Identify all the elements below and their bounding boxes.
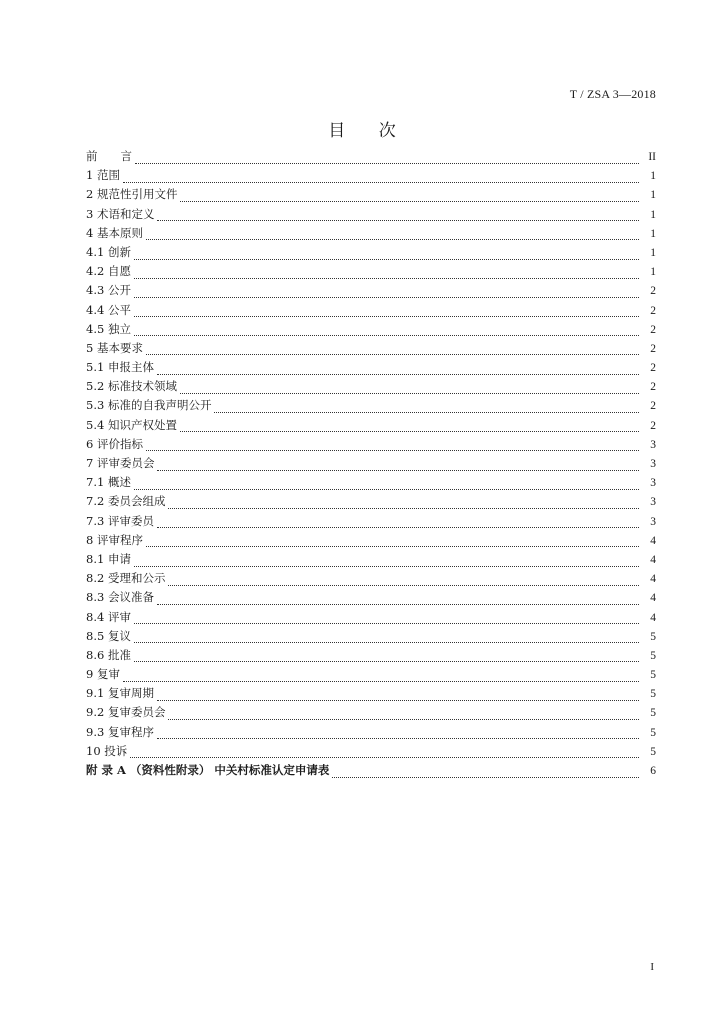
- toc-leader-dots: [168, 495, 639, 509]
- toc-entry[interactable]: [86, 417, 656, 436]
- toc-entry-label: 8.4 评审: [86, 609, 131, 624]
- page-number: I: [650, 961, 654, 973]
- toc-leader-dots: [134, 629, 639, 643]
- toc-entry-page: 1: [650, 266, 656, 279]
- toc-leader-dots: [168, 706, 639, 720]
- toc-entry-label: 4 基本原则: [86, 225, 143, 240]
- toc-leader-dots: [130, 744, 639, 758]
- toc-entry-page: 5: [650, 630, 656, 643]
- toc-entry[interactable]: [86, 186, 656, 205]
- toc-entry-label: 10 投诉: [86, 743, 128, 758]
- toc-entry-label: 3 术语和定义: [86, 206, 155, 221]
- toc-leader-dots: [134, 303, 639, 317]
- toc-entry-label: 附 录 A （资料性附录） 中关村标准认定申请表: [86, 763, 330, 777]
- toc-entry[interactable]: [86, 263, 656, 282]
- toc-entry-label: 6 评价指标: [86, 436, 143, 451]
- toc-leader-dots: [134, 246, 639, 260]
- toc-entry-page: 2: [650, 362, 656, 375]
- table-of-contents: [86, 148, 656, 781]
- toc-entry-page: 2: [650, 285, 656, 298]
- toc-entry-label: 5.3 标准的自我声明公开: [86, 398, 212, 413]
- toc-entry-label: 5 基本要求: [86, 340, 143, 355]
- toc-entry-page: 1: [650, 208, 656, 221]
- toc-leader-dots: [123, 668, 639, 682]
- toc-leader-dots: [146, 437, 639, 451]
- toc-entry-page: 3: [650, 515, 656, 528]
- toc-entry-page: 4: [650, 553, 656, 566]
- toc-entry[interactable]: [86, 513, 656, 532]
- toc-leader-dots: [146, 341, 639, 355]
- toc-entry-page: 4: [650, 534, 656, 547]
- toc-entry-page: 3: [650, 477, 656, 490]
- toc-entry[interactable]: [86, 167, 656, 186]
- toc-leader-dots: [134, 265, 639, 279]
- toc-leader-dots: [134, 553, 639, 567]
- toc-entry[interactable]: [86, 455, 656, 474]
- toc-entry-page: 3: [650, 438, 656, 451]
- toc-entry-label: 7.2 委员会组成: [86, 494, 166, 509]
- toc-entry-label: 8 评审程序: [86, 532, 143, 547]
- toc-entry-page: 5: [650, 649, 656, 662]
- toc-leader-dots: [180, 418, 639, 432]
- toc-entry-label: 1 范围: [86, 168, 120, 183]
- toc-entry-label: 8.6 批准: [86, 647, 131, 662]
- toc-leader-dots: [134, 284, 639, 298]
- toc-entry-label: 9.2 复审委员会: [86, 705, 166, 720]
- toc-leader-dots: [332, 764, 639, 778]
- toc-entry[interactable]: [86, 397, 656, 416]
- document-code: T / ZSA 3—2018: [569, 87, 656, 101]
- toc-entry-page: 6: [650, 765, 656, 777]
- toc-entry-page: 3: [650, 496, 656, 509]
- toc-entry-label: 7 评审委员会: [86, 456, 155, 470]
- toc-entry-label: 4.4 公平: [86, 302, 131, 317]
- toc-entry-page: 2: [650, 342, 656, 355]
- toc-leader-dots: [180, 188, 639, 202]
- toc-entry-label: 8.2 受理和公示: [86, 571, 166, 586]
- toc-entry[interactable]: [86, 359, 656, 378]
- toc-leader-dots: [146, 533, 639, 547]
- toc-entry[interactable]: [86, 589, 656, 608]
- toc-entry[interactable]: [86, 340, 656, 359]
- toc-entry-page: 1: [650, 170, 656, 183]
- toc-leader-dots: [157, 457, 639, 471]
- toc-entry-page: 5: [650, 726, 656, 739]
- toc-entry-label: 5.1 申报主体: [86, 360, 154, 375]
- toc-entry-page: 2: [650, 304, 656, 317]
- toc-entry[interactable]: [86, 743, 656, 762]
- toc-entry[interactable]: [86, 474, 656, 493]
- toc-entry-label: 前 言: [86, 149, 132, 163]
- toc-entry-page: 4: [650, 573, 656, 586]
- toc-entry-label: 4.3 公开: [86, 283, 131, 298]
- toc-entry[interactable]: [86, 244, 656, 263]
- toc-leader-dots: [214, 399, 639, 413]
- toc-entry-label: 8.3 会议准备: [86, 590, 154, 605]
- toc-entry[interactable]: [86, 436, 656, 455]
- toc-leader-dots: [123, 169, 639, 183]
- toc-entry[interactable]: [86, 724, 656, 743]
- toc-entry-page: 1: [650, 189, 656, 202]
- toc-entry-page: 1: [650, 246, 656, 259]
- toc-leader-dots: [134, 322, 639, 336]
- toc-title: 目 次: [328, 121, 410, 141]
- toc-entry-label: 7.1 概述: [86, 475, 131, 490]
- toc-entry-label: 8.5 复议: [86, 628, 131, 643]
- toc-entry-label: 4.2 自愿: [86, 264, 131, 279]
- toc-entry-page: 2: [650, 400, 656, 413]
- toc-entry-page: 3: [650, 458, 656, 470]
- toc-leader-dots: [157, 207, 639, 221]
- toc-entry[interactable]: [86, 532, 656, 551]
- toc-entry-page: 4: [650, 611, 656, 624]
- toc-entry[interactable]: [86, 148, 656, 167]
- toc-leader-dots: [157, 725, 639, 739]
- toc-leader-dots: [157, 591, 639, 605]
- toc-leader-dots: [157, 361, 639, 375]
- toc-entry[interactable]: [86, 762, 656, 781]
- toc-entry-label: 4.1 创新: [86, 244, 131, 259]
- toc-entry[interactable]: [86, 378, 656, 397]
- toc-entry-label: 9 复审: [86, 667, 120, 682]
- toc-entry[interactable]: [86, 628, 656, 647]
- toc-entry-page: 5: [650, 669, 656, 682]
- toc-entry-page: 5: [650, 707, 656, 720]
- toc-entry-page: 2: [650, 381, 656, 394]
- toc-leader-dots: [146, 226, 639, 240]
- toc-entry-page: 4: [650, 592, 656, 605]
- toc-entry-page: 1: [650, 227, 656, 240]
- toc-entry-page: 5: [650, 688, 656, 701]
- toc-entry[interactable]: [86, 609, 656, 628]
- toc-entry-page: 2: [650, 323, 656, 336]
- toc-entry-label: 2 规范性引用文件: [86, 187, 178, 202]
- toc-entry[interactable]: [86, 206, 656, 225]
- toc-entry-page: II: [648, 151, 656, 163]
- toc-entry[interactable]: [86, 302, 656, 321]
- toc-entry-label: 9.1 复审周期: [86, 686, 154, 701]
- toc-leader-dots: [157, 687, 639, 701]
- toc-entry-label: 5.2 标准技术领域: [86, 379, 177, 394]
- toc-entry[interactable]: [86, 321, 656, 340]
- toc-entry-page: 2: [650, 419, 656, 432]
- toc-entry[interactable]: [86, 282, 656, 301]
- toc-leader-dots: [157, 514, 639, 528]
- toc-leader-dots: [134, 476, 639, 490]
- toc-entry[interactable]: [86, 704, 656, 723]
- toc-entry-label: 8.1 申请: [86, 551, 131, 566]
- toc-entry[interactable]: [86, 666, 656, 685]
- toc-entry[interactable]: [86, 551, 656, 570]
- toc-entry[interactable]: [86, 493, 656, 512]
- toc-entry-label: 9.3 复审程序: [86, 724, 154, 739]
- toc-entry[interactable]: [86, 685, 656, 704]
- toc-entry[interactable]: [86, 647, 656, 666]
- toc-entry[interactable]: [86, 225, 656, 244]
- toc-entry-page: 5: [650, 745, 656, 758]
- toc-leader-dots: [180, 380, 639, 394]
- toc-leader-dots: [134, 610, 639, 624]
- toc-leader-dots: [168, 572, 639, 586]
- toc-entry-label: 5.4 知识产权处置: [86, 417, 177, 432]
- toc-entry-label: 7.3 评审委员: [86, 513, 154, 528]
- toc-leader-dots: [134, 648, 639, 662]
- toc-entry-label: 4.5 独立: [86, 321, 131, 336]
- toc-entry[interactable]: [86, 570, 656, 589]
- toc-leader-dots: [135, 150, 639, 164]
